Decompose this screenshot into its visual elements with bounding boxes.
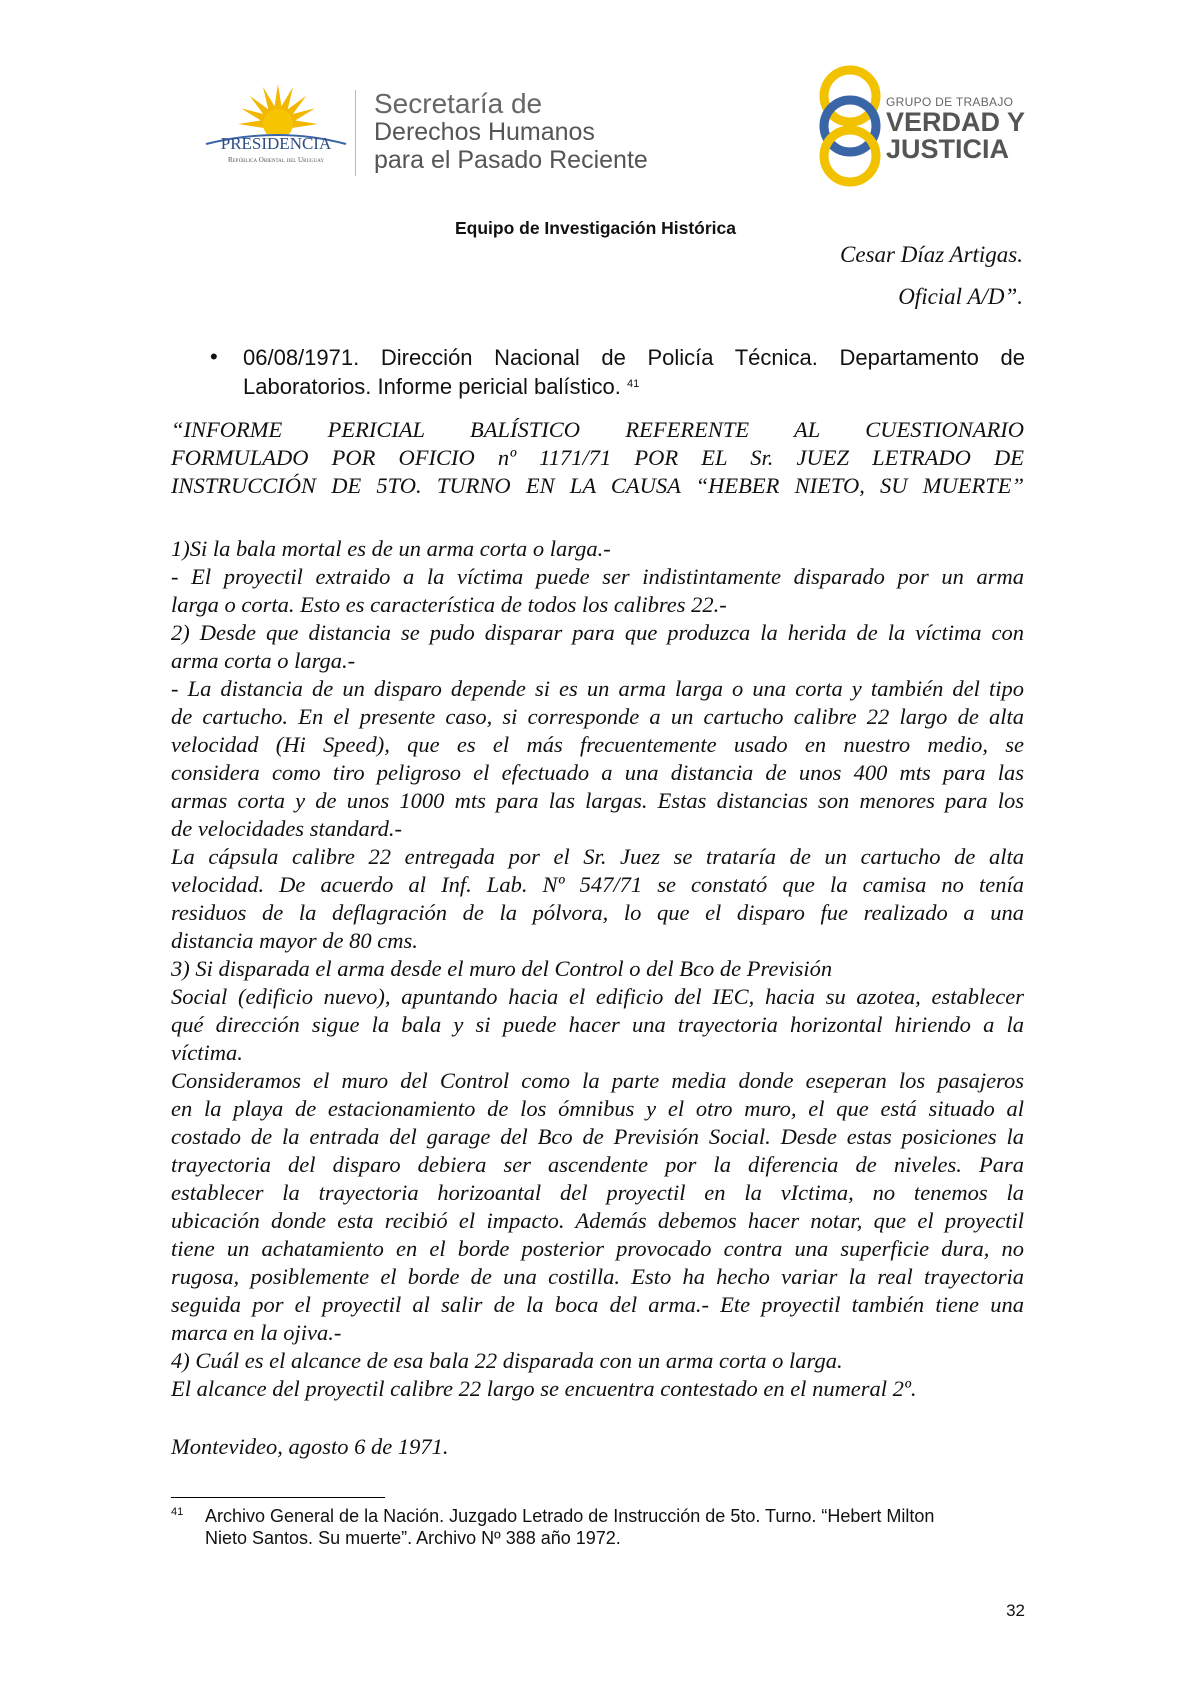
bullet-line-1: 06/08/1971. Dirección Nacional de Policía Técnica. Departamento de [243, 345, 1025, 370]
grupo-trabajo-text [886, 95, 1025, 163]
body-line: trayectoria del disparo debiera ser ascendente por la diferencia de niveles. Para [171, 1152, 1024, 1177]
footnote-rule [171, 1497, 385, 1498]
footnote-line-2: Nieto Santos. Su muerte”. Archivo Nº 388 año 1972. [205, 1528, 621, 1548]
body-line: 1)Si la bala mortal es de un arma corta o larga.- [171, 536, 611, 561]
footnote-line-1: Archivo General de la Nación. Juzgado Letrado de Instrucción de 5to. Turno. “Hebert Milton [205, 1506, 935, 1526]
secretaria-line-3: para el Pasado Reciente [374, 146, 648, 174]
body-line: distancia mayor de 80 cms. [171, 928, 418, 953]
body-line: 4) Cuál es el alcance de esa bala 22 disparada con un arma corta o larga. [171, 1348, 843, 1373]
bullet-line-2: Laboratorios. Informe pericial balístico. [243, 374, 621, 399]
body-line: velocidad (Hi Speed), que es el más frecuentemente usado en nuestro medio, se [171, 732, 1024, 757]
body-line: El alcance del proyectil calibre 22 largo se encuentra contestado en el numeral 2º. [171, 1376, 917, 1401]
body-line: La cápsula calibre 22 entregada por el Sr. Juez se trataría de un cartucho de alta [171, 844, 1024, 869]
body-line: armas corta y de unos 1000 mts para las largas. Estas distancias son menores para los [171, 788, 1024, 813]
body-line: velocidad. De acuerdo al Inf. Lab. Nº 547/71 se constató que la camisa no tenía [171, 872, 1024, 897]
grupo-trabajo-justicia: JUSTICIA [886, 134, 1010, 164]
signature-rank: Oficial A/D”. [898, 284, 1023, 309]
bullet-entry [243, 344, 1025, 400]
signature-name: Cesar Díaz Artigas. [840, 242, 1023, 267]
report-title-line-1: “INFORME PERICIAL BALÍSTICO REFERENTE AL CUESTIONARIO [171, 417, 1024, 442]
footnote-text [205, 1505, 1025, 1549]
body-line: larga o corta. Esto es característica de todos los calibres 22.- [171, 592, 727, 617]
report-title-line-3: INSTRUCCIÓN DE 5TO. TURNO EN LA CAUSA “HEBER NIETO, SU MUERTE” [171, 473, 1024, 498]
body-line: de velocidades standard.- [171, 816, 402, 841]
footnote-reference[interactable]: 41 [626, 378, 640, 390]
report-title [171, 416, 1024, 500]
body-line: 3) Si disparada el arma desde el muro del Control o del Bco de Previsión [171, 956, 833, 981]
team-title: Equipo de Investigación Histórica [454, 218, 737, 238]
sun-emblem-icon [196, 82, 356, 182]
presidencia-label: PRESIDENCIA [220, 134, 332, 153]
body-line: considera como tiro peligroso el efectuado a una distancia de unos 400 mts para las [171, 760, 1024, 785]
body-line: ubicación donde esta recibió el impacto. Además debemos hacer notar, que el proyectil [171, 1208, 1024, 1233]
body-line: residuos de la deflagración de la pólvora, lo que el disparo fue realizado a una [171, 900, 1024, 925]
bullet-marker: • [210, 344, 218, 369]
body-line: qué dirección sigue la bala y si puede hacer una trayectoria horizontal hiriendo a la [171, 1012, 1024, 1037]
body-line: arma corta o larga.- [171, 648, 356, 673]
report-body [171, 535, 1024, 1403]
report-title-line-2: FORMULADO POR OFICIO nº 1171/71 POR EL Sr. JUEZ LETRADO DE [171, 445, 1024, 470]
body-line: tiene un achatamiento en el borde posterior provocado contra una superficie dura, no [171, 1236, 1024, 1261]
secretaria-line-1: Secretaría de [374, 88, 543, 119]
body-line: rugosa, posiblemente el borde de una costilla. Esto ha hecho variar la real trayectoria [171, 1264, 1024, 1289]
secretaria-line-2: Derechos Humanos [374, 118, 595, 146]
body-line: Consideramos el muro del Control como la parte media donde eseperan los pasajeros [171, 1068, 1024, 1093]
footnote-number: 41 [171, 1506, 184, 1518]
presidencia-logo [196, 82, 356, 182]
body-line: seguida por el proyectil al salir de la boca del arma.- Ete proyectil también tiene una [171, 1292, 1024, 1317]
header-divider [355, 90, 356, 176]
grupo-trabajo-small: GRUPO DE TRABAJO [886, 95, 1014, 109]
body-line: en la playa de estacionamiento de los ómnibus y el otro muro, el que está situado al [171, 1096, 1024, 1121]
body-line: establecer la trayectoria horizoantal del proyectil en la vIctima, no tenemos la [171, 1180, 1024, 1205]
body-line: - El proyectil extraido a la víctima puede ser indistintamente disparado por un arma [171, 564, 1024, 589]
body-line: 2) Desde que distancia se pudo disparar para que produzca la herida de la víctima con [171, 620, 1024, 645]
grupo-trabajo-verdad: VERDAD Y [886, 107, 1026, 137]
body-line: de cartucho. En el presente caso, si corresponde a un cartucho calibre 22 largo de alta [171, 704, 1024, 729]
body-line: marca en la ojiva.- [171, 1320, 342, 1345]
body-line: víctima. [171, 1040, 243, 1065]
place-date: Montevideo, agosto 6 de 1971. [171, 1434, 449, 1459]
secretaria-title [374, 90, 648, 174]
presidencia-subtitle: República Oriental del Uruguay [227, 156, 325, 164]
body-line: Social (edificio nuevo), apuntando hacia el edificio del IEC, hacia su azotea, establecer [171, 984, 1024, 1009]
page-number: 32 [1006, 1601, 1025, 1620]
body-line: - La distancia de un disparo depende si es un arma larga o una corta y también del tipo [171, 676, 1024, 701]
body-line: costado de la entrada del garage del Bco de Previsión Social. Desde estas posiciones la [171, 1124, 1024, 1149]
